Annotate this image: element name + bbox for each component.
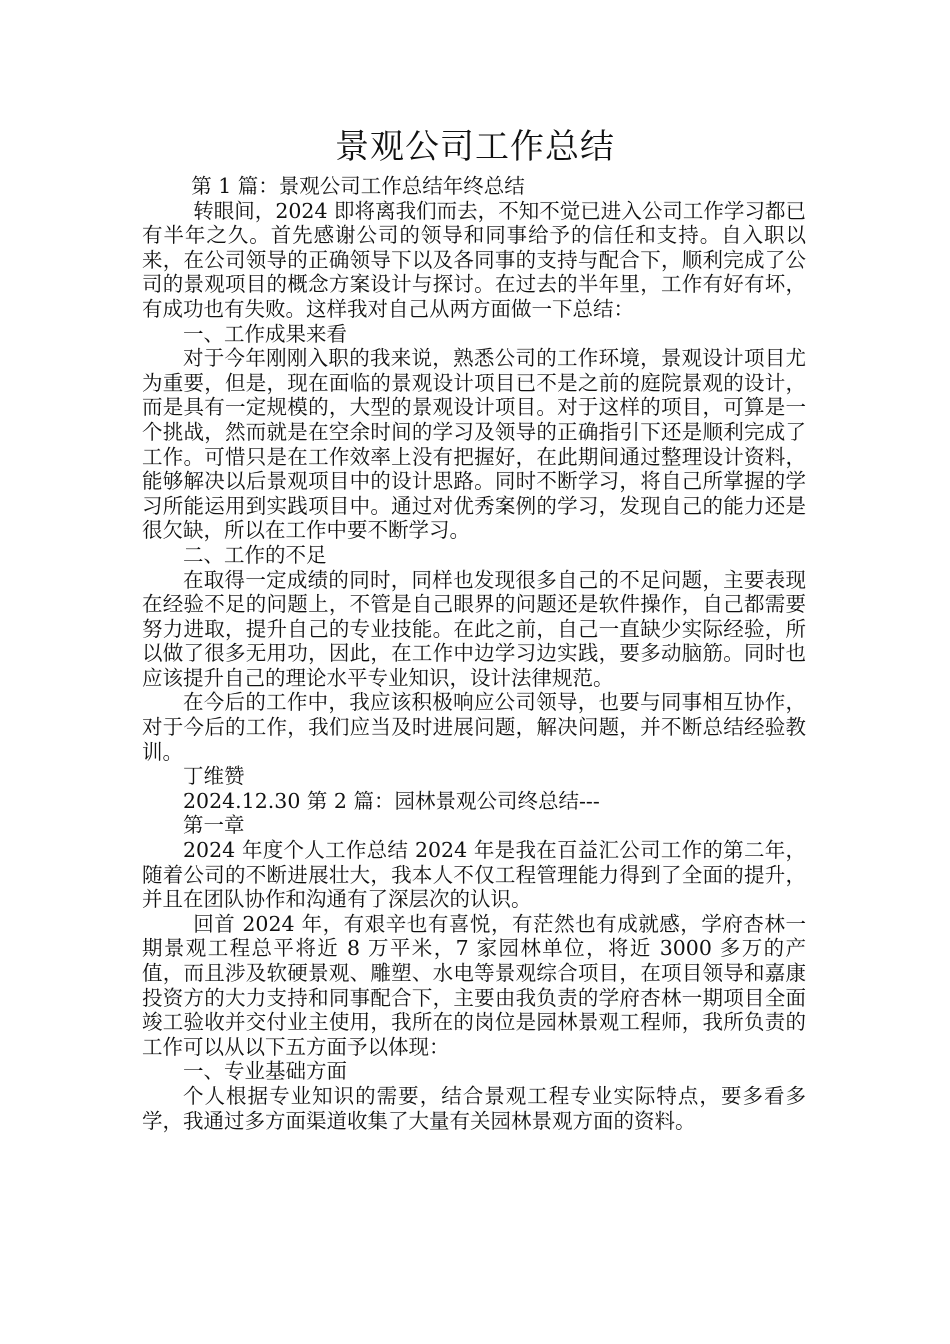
document-body <box>142 174 806 1133</box>
results-paragraph: 对于今年刚刚入职的我来说，熟悉公司的工作环境，景观设计项目尤为重要，但是，现在面临的景观设计项目已不是之前的庭院景观的设计，而是具有一定规模的，大型的景观设计项目。对于这样的项目，可算是一个挑战，然而就是在空余时间的学习及领导的正确指引下还是顺利完成了工作。可惜只是在工作效率上没有把握好，在此期间通过整理设计资料，能够解决以后景观项目中的设计思路。同时不断学习，将自己所掌握的学习所能运用到实践项目中。通过对优秀案例的学习，发现自己的能力还是很欠缺，所以在工作中要不断学习。 <box>142 346 806 543</box>
future-work-paragraph: 在今后的工作中，我应该积极响应公司领导，也要与同事相互协作，对于今后的工作，我们应当及时进展问题，解决问题，并不断总结经验教训。 <box>142 690 806 764</box>
chapter-heading: 第一章 <box>183 813 245 838</box>
intro-paragraph: 转眼间，2024 即将离我们而去，不知不觉已进入公司工作学习都已有半年之久。首先感谢公司的领导和同事给予的信任和支持。自入职以来，在公司领导的正确领导下以及各同事的支持与配合下，顺利完成了公司的景观项目的概念方案设计与探讨。在过去的半年里，工作有好有坏，有成功也有失败。这样我对自己从两方面做一下总结： <box>142 198 806 321</box>
section-heading-results: 一、工作成果来看 <box>183 321 347 346</box>
annual-summary-paragraph: 2024 年度个人工作总结 2024 年是我在百益汇公司工作的第二年，随着公司的不断进展壮大，我本人不仅工程管理能力得到了全面的提升，并且在团队协作和沟通有了深层次的认识。 <box>142 838 806 912</box>
document-title: 景观公司工作总结 <box>335 127 615 167</box>
professional-basics-paragraph: 个人根据专业知识的需要，结合景观工程专业实际特点，要多看多学，我通过多方面渠道收集了大量有关园林景观方面的资料。 <box>142 1083 806 1133</box>
part-1-heading: 第 1 篇：景观公司工作总结年终总结 <box>191 174 525 198</box>
review-paragraph: 回首 2024 年，有艰辛也有喜悦，有茫然也有成就感，学府杏林一期景观工程总平将近 8 万平米，7 家园林单位，将近 3000 多万的产值，而且涉及软硬景观、雕塑、水电等景观综合项目，在项目领导和嘉康投资方的大力支持和同事配合下，主要由我负责的学府杏林一期项目全面竣工验收并交付业主使用，我所在的岗位是园林景观工程师，我所负责的工作可以从以下五方面予以体现： <box>142 911 806 1059</box>
author-signature: 丁维赞 <box>183 764 245 789</box>
shortcomings-paragraph: 在取得一定成绩的同时，同样也发现很多自己的不足问题，主要表现在经验不足的问题上，不管是自己眼界的问题还是软件操作，自己都需要努力进取，提升自己的专业技能。在此之前，自己一直缺少实际经验，所以做了很多无用功，因此，在工作中边学习边实践，要多动脑筋。同时也应该提升自己的理论水平专业知识，设计法律规范。 <box>142 567 806 690</box>
section-heading-professional-basics: 一、专业基础方面 <box>183 1059 347 1084</box>
section-heading-shortcomings: 二、工作的不足 <box>183 542 327 567</box>
part-2-heading: 2024.12.30 第 2 篇：园林景观公司终总结--- <box>183 788 600 813</box>
